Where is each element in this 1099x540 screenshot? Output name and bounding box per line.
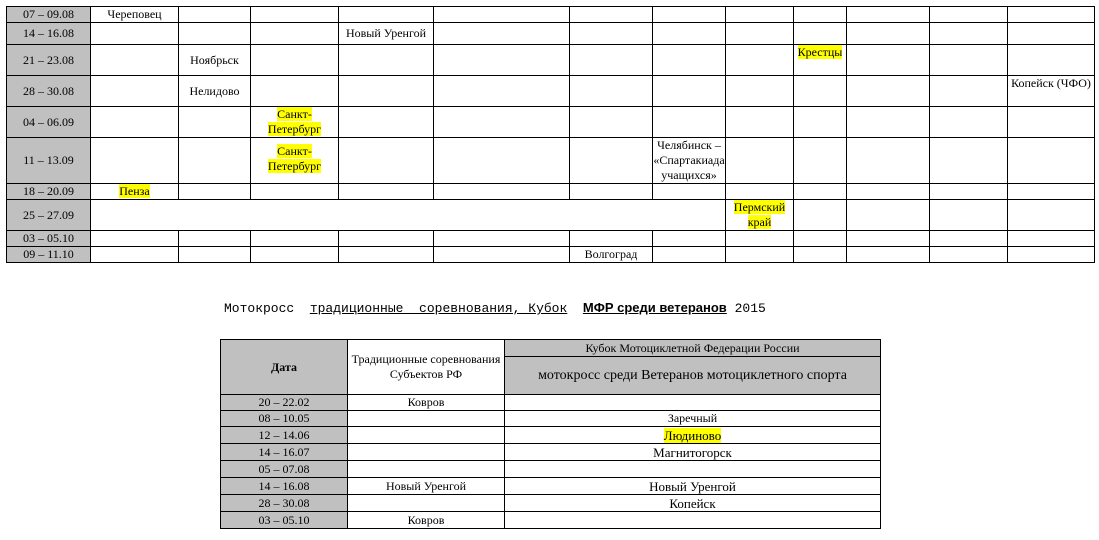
traditional-cell: [348, 427, 505, 444]
event-cell-highlighted: Санкт-Петербург: [251, 107, 339, 138]
table-row: [221, 478, 881, 495]
date-cell: 07 – 09.08: [7, 7, 91, 23]
event-cell: Челябинск – «Спартакиада учащихся»: [653, 138, 725, 182]
traditional-cell: [348, 444, 505, 461]
table-row: [7, 184, 1095, 200]
date-cell: 04 – 06.09: [7, 107, 91, 138]
table-row: [7, 200, 1095, 231]
table-row: [7, 231, 1095, 247]
traditional-cell: [348, 461, 505, 478]
cup-cell: Магнитогорск: [505, 444, 881, 461]
event-cell: Череповец: [91, 7, 179, 23]
cup-cell: Копейск: [505, 495, 881, 512]
event-cell-highlighted: Крестцы: [794, 45, 847, 76]
event-cell: Ноябрьск: [179, 45, 251, 76]
table-row: [7, 107, 1095, 138]
date-cell: 03 – 05.10: [221, 512, 348, 529]
date-cell: 05 – 07.08: [221, 461, 348, 478]
date-cell: 14 – 16.08: [7, 23, 91, 45]
cup-cell: Новый Уренгой: [505, 478, 881, 495]
traditional-cell: Ковров: [348, 512, 505, 529]
table-row: [221, 444, 881, 461]
event-cell: Нелидово: [179, 76, 251, 107]
date-cell: 25 – 27.09: [7, 200, 91, 231]
event-cell: Новый Уренгой: [339, 23, 434, 45]
date-cell: 18 – 20.09: [7, 184, 91, 200]
cup-cell: [505, 395, 881, 411]
table-row: [7, 45, 1095, 76]
table-row: [7, 7, 1095, 23]
date-cell: 28 – 30.08: [7, 76, 91, 107]
cup-cell: Заречный: [505, 411, 881, 427]
date-cell: 20 – 22.02: [221, 395, 348, 411]
event-cell-highlighted: Пермский край: [726, 200, 794, 231]
title-cup-name: МФР среди ветеранов: [582, 300, 727, 315]
title-competitions: традиционные соревнования, Кубок: [309, 301, 568, 316]
date-cell: 12 – 14.06: [221, 427, 348, 444]
event-cell-highlighted: Пенза: [91, 184, 179, 200]
date-cell: 21 – 23.08: [7, 45, 91, 76]
date-cell: 11 – 13.09: [7, 138, 91, 184]
date-cell: 14 – 16.08: [221, 478, 348, 495]
table-row: [221, 512, 881, 529]
header-date: Дата: [221, 340, 348, 395]
cup-cell: [505, 512, 881, 529]
section-title: [224, 300, 766, 316]
date-cell: 28 – 30.08: [221, 495, 348, 512]
table-row: [221, 461, 881, 478]
cup-cell-highlighted: Людиново: [505, 427, 881, 444]
table-row: [7, 247, 1095, 263]
date-cell: 03 – 05.10: [7, 231, 91, 247]
traditional-cell: [348, 495, 505, 512]
header-traditional: Традиционные соревнования Субъектов РФ: [348, 340, 505, 395]
event-cell: Копейск (ЧФО): [1008, 76, 1095, 107]
date-cell: 08 – 10.05: [221, 411, 348, 427]
table-row: [7, 138, 1095, 184]
traditional-cell: Новый Уренгой: [348, 478, 505, 495]
veterans-table: [220, 339, 881, 529]
event-cell-highlighted: Санкт-Петербург: [251, 138, 339, 184]
table-row: [221, 427, 881, 444]
table-row: [7, 76, 1095, 107]
date-cell: 09 – 11.10: [7, 247, 91, 263]
title-sport: Мотокросс: [224, 301, 295, 316]
cup-cell: [505, 461, 881, 478]
event-cell: Волгоград: [570, 247, 653, 263]
header-cup: Кубок Мотоциклетной Федерации России: [505, 340, 881, 357]
schedule-table: [6, 6, 1095, 263]
title-year: 2015: [734, 301, 766, 316]
table-row: [7, 23, 1095, 45]
traditional-cell: Ковров: [348, 395, 505, 411]
table-row: [221, 495, 881, 512]
date-cell: 14 – 16.07: [221, 444, 348, 461]
header-cup-subtitle: мотокросс среди Ветеранов мотоциклетного спорта: [505, 357, 881, 395]
traditional-cell: [348, 411, 505, 427]
table-row: [221, 411, 881, 427]
table-row: [221, 395, 881, 411]
